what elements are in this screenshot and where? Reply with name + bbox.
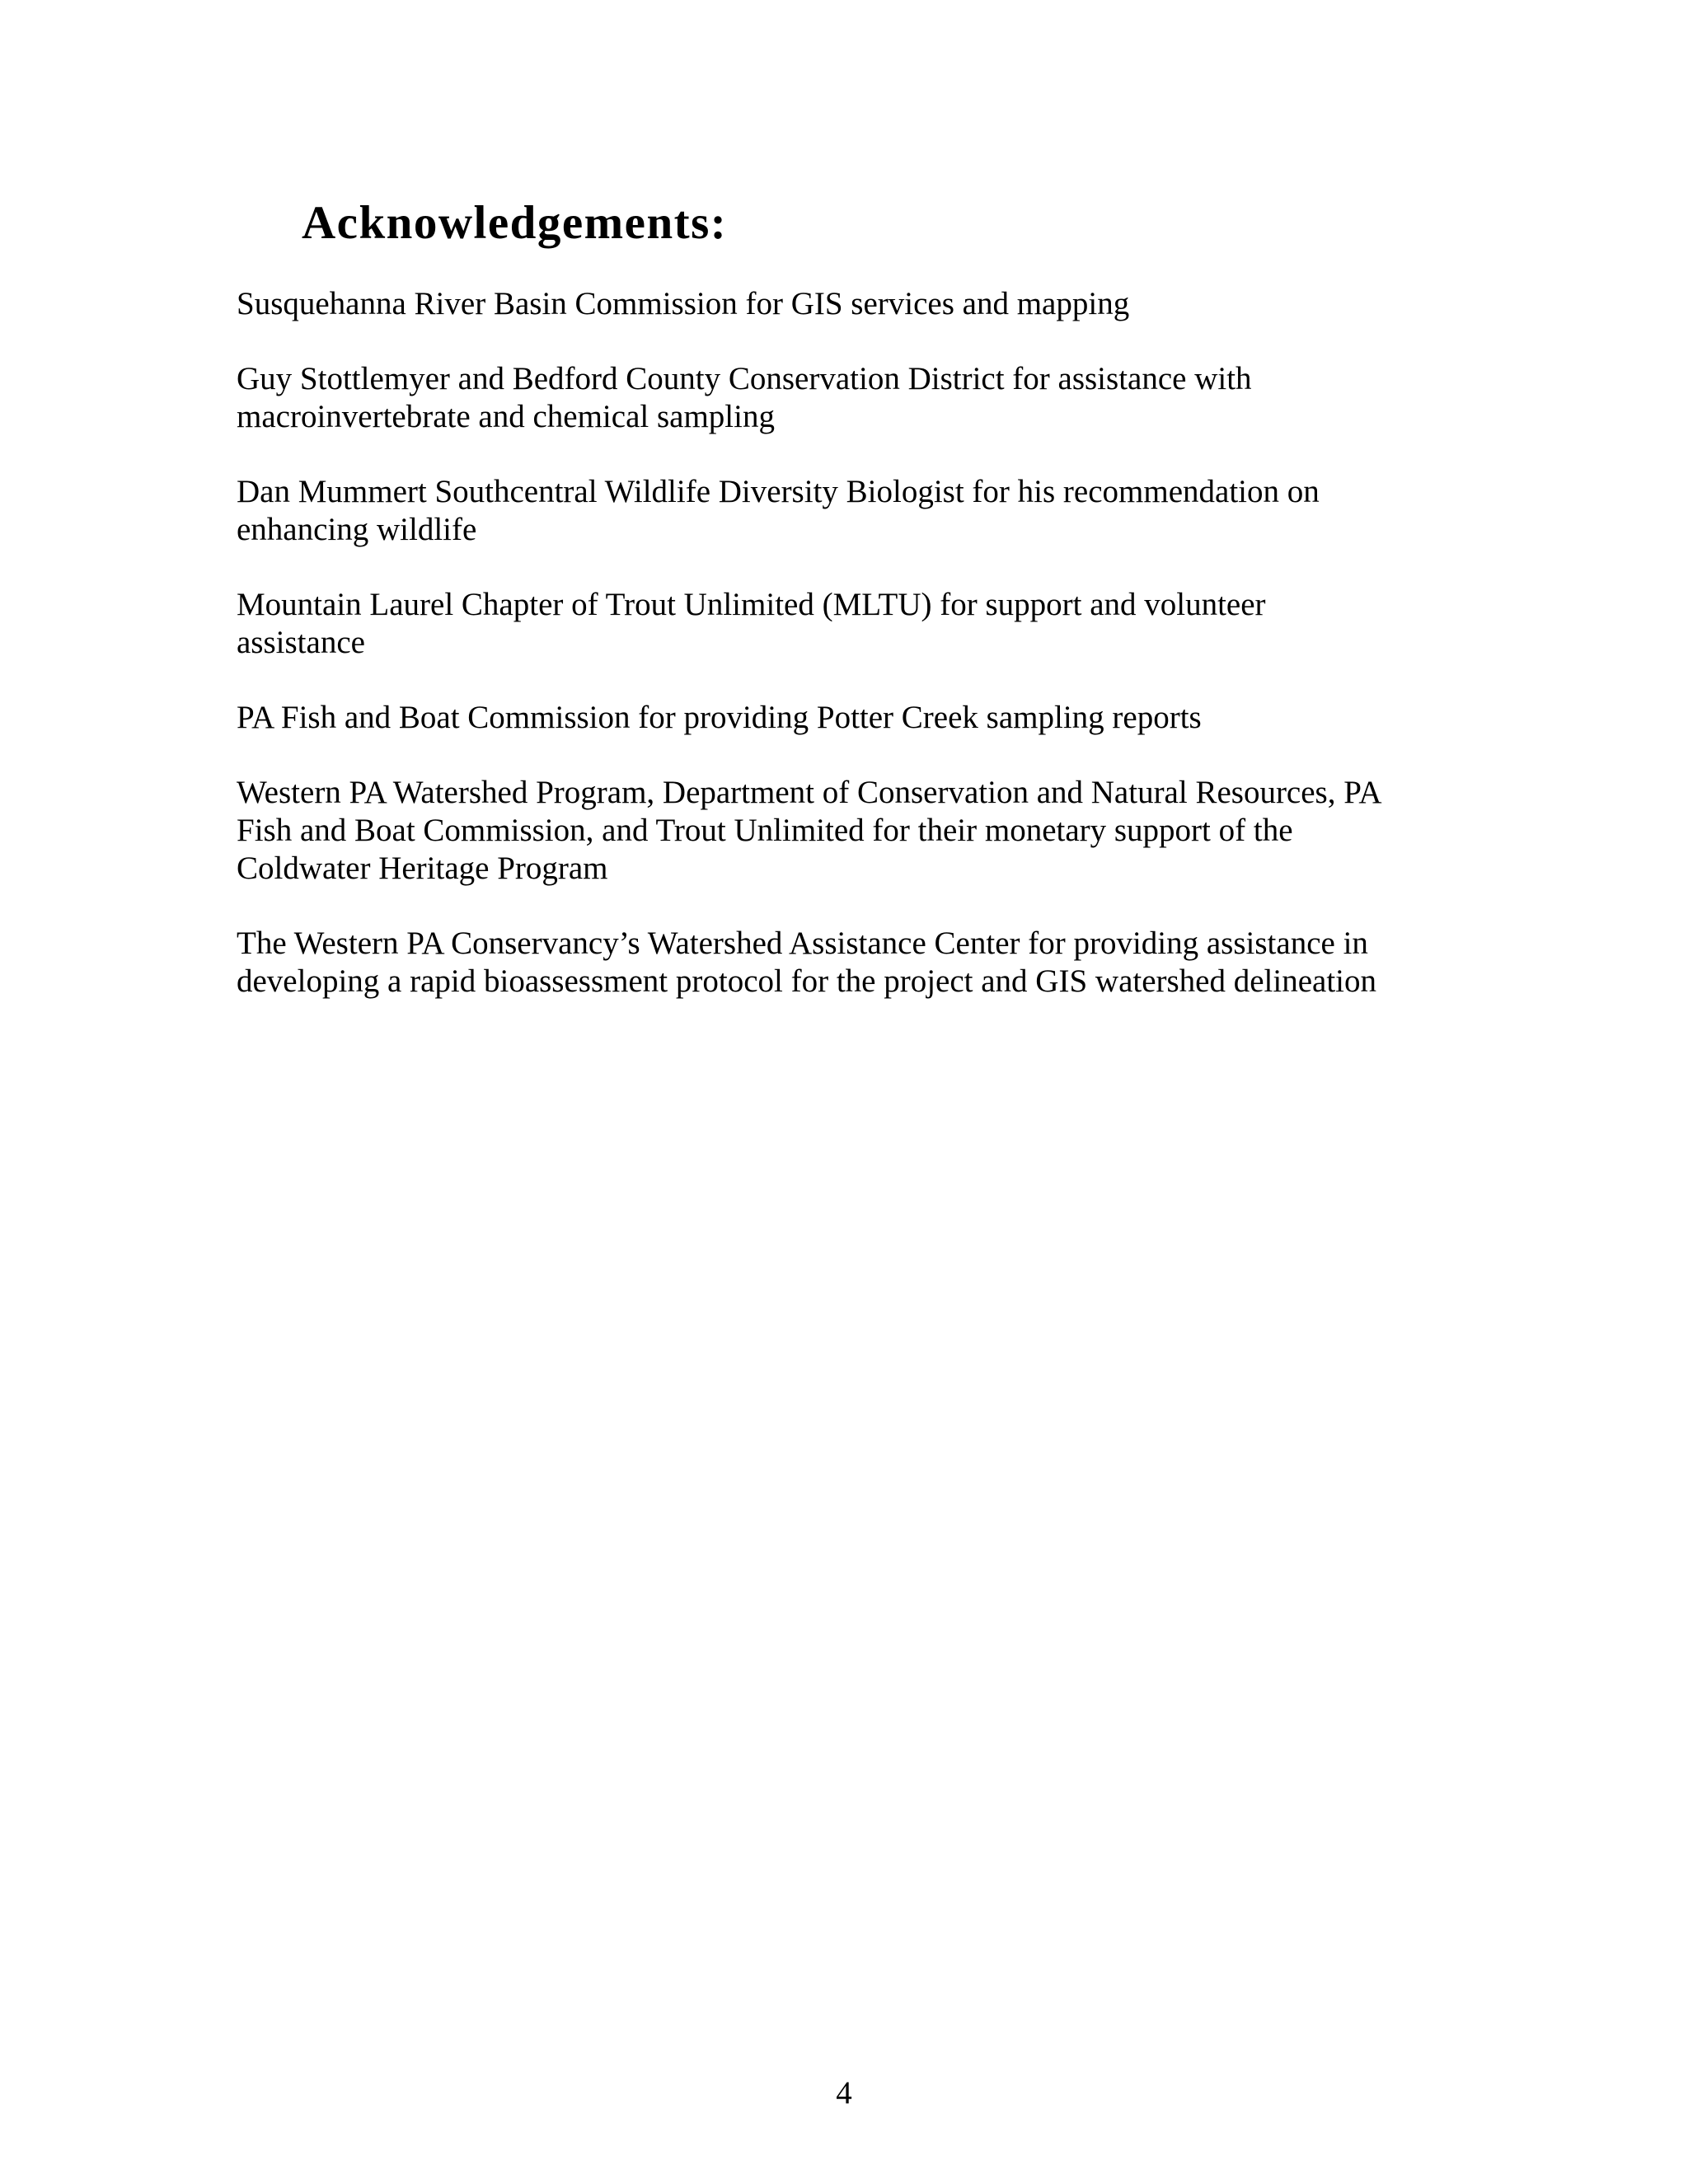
text-line: developing a rapid bioassessment protocol for the project and GIS watershed delineation <box>237 963 1377 999</box>
acknowledgement-paragraph <box>237 285 1473 323</box>
text-line: assistance <box>237 625 365 660</box>
acknowledgements-list <box>237 285 1473 1038</box>
text-line: The Western PA Conservancy’s Watershed Assistance Center for providing assistance in <box>237 926 1368 961</box>
acknowledgement-paragraph <box>237 925 1473 1001</box>
page-number: 4 <box>836 2075 852 2111</box>
page-title: Acknowledgements: <box>302 197 728 249</box>
text-line: Susquehanna River Basin Commission for GIS services and mapping <box>237 286 1130 321</box>
acknowledgement-paragraph <box>237 473 1473 549</box>
text-line: Western PA Watershed Program, Department of Conservation and Natural Resources, PA <box>237 775 1382 810</box>
text-line: Fish and Boat Commission, and Trout Unlimited for their monetary support of the <box>237 813 1293 848</box>
text-line: enhancing wildlife <box>237 512 477 547</box>
text-line: Mountain Laurel Chapter of Trout Unlimited (MLTU) for support and volunteer <box>237 587 1266 622</box>
text-line: PA Fish and Boat Commission for providing Potter Creek sampling reports <box>237 700 1202 735</box>
text-line: Coldwater Heritage Program <box>237 851 608 886</box>
acknowledgement-paragraph <box>237 699 1473 737</box>
text-line: macroinvertebrate and chemical sampling <box>237 399 775 434</box>
acknowledgement-paragraph <box>237 774 1473 888</box>
acknowledgement-paragraph <box>237 586 1473 662</box>
acknowledgement-paragraph <box>237 360 1473 436</box>
text-line: Dan Mummert Southcentral Wildlife Diversity Biologist for his recommendation on <box>237 474 1320 509</box>
text-line: Guy Stottlemyer and Bedford County Conservation District for assistance with <box>237 361 1252 396</box>
